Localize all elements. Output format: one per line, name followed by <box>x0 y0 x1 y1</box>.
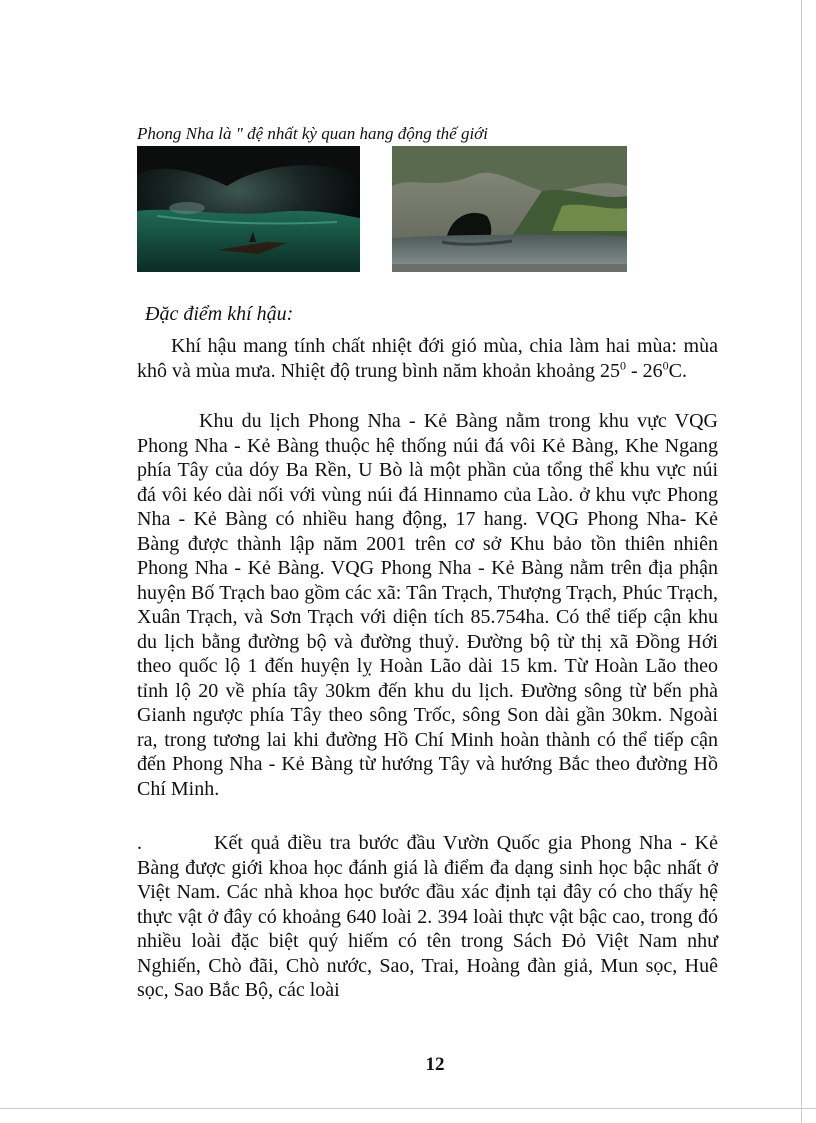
cave-entrance-river-photo <box>392 146 627 272</box>
paragraph-biodiversity: . Kết quả điều tra bước đầu Vườn Quốc gia Phong Nha - Kẻ Bàng được giới khoa học đánh giá là điểm đa dạng sinh học bậc nhất ở Việt Nam. Các nhà khoa học bước đầu xác định tại đây có cho thấy hệ thực vật ở đây có khoảng 640 loài 2. 394 loài thực vật bậc cao, trong đó nhiều loài đặc biệt quý hiếm có tên trong Sách Đỏ Việt Nam như Nghiến, Chò đãi, Chò nước, Sao, Trai, Hoàng đàn giả, Mun sọc, Huê sọc, Sao Bắc Bộ, các loài <box>137 832 718 1001</box>
cave-boat-photo <box>137 146 360 272</box>
page-number: 12 <box>425 1054 445 1075</box>
section-heading-climate: Đặc điểm khí hậu: <box>145 303 294 325</box>
page-edge-horizontal <box>0 1108 816 1109</box>
page-edge-vertical <box>801 0 802 1123</box>
paragraph-climate: Khí hậu mang tính chất nhiệt đới gió mùa, chia làm hai mùa: mùa khô và mùa mưa. Nhiệt độ trung bình năm khoản khoảng $25^0 - 26^0C$. <box>137 335 718 382</box>
photo-caption: Phong Nha là " đệ nhất kỳ quan hang động thế giới <box>137 124 488 143</box>
paragraph-location: Khu du lịch Phong Nha - Kẻ Bàng nằm trong khu vực VQG Phong Nha - Kẻ Bàng thuộc hệ thống núi đá vôi Kẻ Bàng, Khe Ngang phía Tây của dóy Ba Rền, U Bò là một phần của tổng thể khu vực núi đá vôi kéo dài nối với vùng núi đá Hinnamo của Lào. ở khu vực Phong Nha - Kẻ Bàng có nhiều hang động, 17 hang. VQG Phong Nha- Kẻ Bàng được thành lập năm 2001 trên cơ sở Khu bảo tồn thiên nhiên Phong Nha - Kẻ Bàng. VQG Phong Nha - Kẻ Bàng nằm trên địa phận huyện Bố Trạch bao gồm các xã: Tân Trạch, Thượng Trạch, Phúc Trạch, Xuân Trạch, và Sơn Trạch với diện tích 85.754ha. Có thể tiếp cận khu du lịch bằng đường bộ và đường thuỷ. Đường bộ từ thị xã Đồng Hới theo quốc lộ 1 đến huyện lỵ Hoàn Lão dài 15 km. Từ Hoàn Lão theo tỉnh lộ 20 về phía tây 30km đến khu du lịch. Đường sông từ bến phà Gianh ngược phía Tây theo sông Trốc, sông Son dài gần 30km. Ngoài ra, trong tương lai khi đường Hồ Chí Minh hoàn thành có thể tiếp cận đến Phong Nha - Kẻ Bàng từ hướng Tây và hướng Bắc theo đường Hồ Chí Minh. <box>137 410 718 800</box>
